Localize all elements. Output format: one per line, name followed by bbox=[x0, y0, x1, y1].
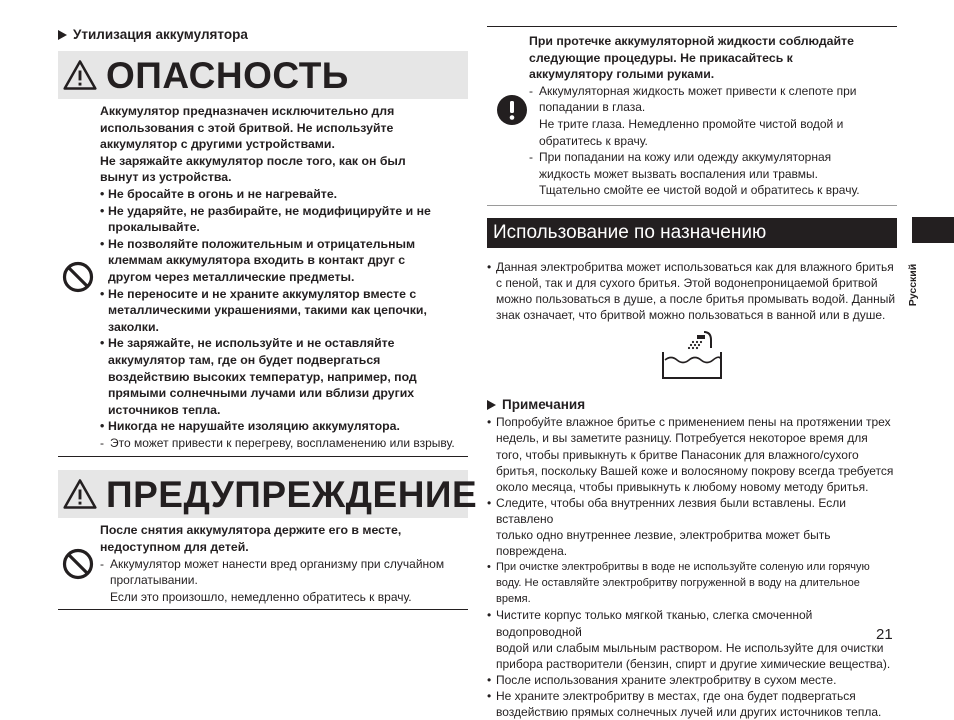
bullet-mark: • bbox=[100, 336, 105, 351]
section-title-bar: Использование по назначению bbox=[487, 218, 897, 248]
bullet-line: Не ударяйте, не разбирайте, не модифицируйте и не bbox=[108, 203, 431, 218]
note-line: воду. Не оставляйте электробритву погруженной в воду на длительное время. bbox=[496, 577, 860, 606]
leak-item-eyes: - Аккумуляторная жидкость может привести к слепоте при попадании в глаза. bbox=[529, 83, 857, 115]
warning-triangle-icon bbox=[62, 58, 98, 92]
shower-water-icon bbox=[661, 330, 723, 380]
bullet-line: заколки. bbox=[108, 319, 159, 334]
danger-title: ОПАСНОСТЬ bbox=[106, 54, 349, 96]
bullet-line: Не переносите и не храните аккумулятор вместе с bbox=[108, 286, 417, 301]
usage-paragraph: • Данная электробритва может использоваться как для влажного бритья с пеной, так и для сухого бритья. Этой водонепроницаемой бритвой можно пользоваться в душе, а после бритья промывать водой. Данный знак означает, что бритвой можно пользоваться в ванной или в душе. bbox=[487, 259, 896, 323]
warning-lead-line: После снятия аккумулятора держите его в месте, bbox=[100, 523, 402, 538]
note-item bbox=[487, 672, 897, 688]
warning-block bbox=[58, 522, 468, 605]
page-number: 21 bbox=[876, 626, 893, 643]
danger-lead-line: использования с этой бритвой. Не используйте bbox=[100, 120, 394, 135]
note-line: того, чтобы привыкнуть к бритве Панасоник для влажного/сухого bbox=[496, 447, 859, 462]
warning-triangle-icon bbox=[62, 477, 98, 511]
note-line: Попробуйте влажное бритье с применением пены на протяжении трех bbox=[496, 415, 891, 430]
leak-item-skin-cont: Тщательно смойте ее чистой водой и обратитесь к врачу. bbox=[539, 183, 860, 198]
note-line: Не храните электробритву в местах, где она будет подвергаться bbox=[496, 688, 856, 703]
danger-bullet-item bbox=[100, 186, 468, 203]
divider-line bbox=[58, 609, 468, 610]
leak-lead-line: При протечке аккумуляторной жидкости соблюдайте bbox=[529, 34, 854, 48]
disposal-heading: Утилизация аккумулятора bbox=[58, 26, 468, 44]
warning-lead-line: недоступном для детей. bbox=[100, 540, 249, 555]
bullet-mark: • bbox=[100, 419, 105, 434]
note-item bbox=[487, 559, 897, 607]
leak-lead-line: аккумулятору голыми руками. bbox=[529, 67, 715, 82]
warning-note: - Аккумулятор может нанести вред организму при случайном проглатывании. bbox=[100, 556, 445, 588]
divider-line bbox=[487, 26, 897, 27]
note-line: При очистке электробритвы в воде не используйте соленую или горячую bbox=[496, 561, 870, 574]
bullet-mark: • bbox=[487, 672, 492, 687]
note-line: Чистите корпус только мягкой тканью, слегка смоченной водопроводной bbox=[496, 608, 813, 639]
warning-banner bbox=[58, 470, 478, 518]
language-label: Русский bbox=[907, 263, 919, 307]
divider-line bbox=[58, 456, 468, 457]
danger-banner bbox=[58, 51, 468, 99]
danger-lead-line: Не заряжайте аккумулятор после того, как он был bbox=[100, 153, 406, 168]
warning-note-cont: Если это произошло, немедленно обратитесь к врачу. bbox=[110, 589, 412, 604]
bullet-mark: • bbox=[100, 186, 105, 201]
usage-line: можно пользоваться в душе, а после бритья промывать водой. Данный bbox=[496, 292, 896, 307]
bullet-line: другом через металлические предметы. bbox=[108, 269, 355, 284]
leak-item-line: попадании в глаза. bbox=[539, 100, 646, 115]
arrow-right-icon bbox=[487, 400, 496, 410]
danger-block bbox=[58, 103, 468, 451]
bullet-line: Не бросайте в огонь и не нагревайте. bbox=[108, 186, 338, 201]
warning-note-line: Аккумулятор может нанести вред организму при случайном bbox=[110, 556, 445, 571]
note-line: После использования храните электробритву в сухом месте. bbox=[496, 672, 837, 687]
note-line: бритья, поскольку Вашей коже и волосяному покрову всегда требуется bbox=[496, 463, 894, 478]
note-item bbox=[487, 607, 897, 671]
leak-item-line: жидкость может вызвать воспаления или травмы. bbox=[539, 166, 818, 181]
warning-title: ПРЕДУПРЕЖДЕНИЕ bbox=[106, 473, 478, 515]
danger-lead-line: Аккумулятор предназначен исключительно для bbox=[100, 104, 395, 118]
note-line: Следите, чтобы оба внутренних лезвия были вставлены. Если вставлено bbox=[496, 495, 846, 526]
note-line: воздействию прямых солнечных лучей или других источников тепла. bbox=[496, 705, 882, 719]
danger-lead bbox=[100, 103, 468, 186]
left-column bbox=[58, 26, 478, 610]
danger-bullet-item bbox=[100, 335, 468, 418]
bullet-line: Не заряжайте, не используйте и не оставляйте bbox=[108, 336, 395, 351]
bullet-mark: • bbox=[487, 688, 492, 703]
bullet-mark: • bbox=[100, 286, 105, 301]
language-tab bbox=[912, 217, 954, 243]
bullet-line: металлическими украшениями, такими как цепочки, bbox=[108, 303, 427, 318]
danger-bullet-item bbox=[100, 236, 468, 286]
divider-line bbox=[487, 205, 897, 206]
danger-bullet-item bbox=[100, 418, 468, 435]
right-column bbox=[487, 26, 897, 720]
bullet-line: Никогда не нарушайте изоляцию аккумулятора. bbox=[108, 419, 400, 434]
danger-note: - Это может привести к перегреву, воспламенению или взрыву. bbox=[100, 435, 455, 450]
note-item bbox=[487, 414, 897, 494]
arrow-right-icon bbox=[58, 30, 67, 40]
note-line: около месяца, чтобы привыкнуть к любому новому методу бритья. bbox=[496, 479, 869, 494]
leak-lead-line: следующие процедуры. Не прикасайтесь к bbox=[529, 50, 793, 65]
bullet-line: прокалывайте. bbox=[108, 220, 200, 235]
usage-line: с пеной, так и для сухого бритья. Этой водонепроницаемой бритвой bbox=[496, 276, 878, 291]
note-line: только одно внутреннее лезвие, электробритва может быть повреждена. bbox=[496, 527, 831, 559]
danger-lead-line: аккумулятор с другими устройствами. bbox=[100, 137, 335, 152]
leak-block bbox=[487, 33, 897, 199]
leak-item-eyes-cont bbox=[529, 116, 897, 149]
danger-bullet-item bbox=[100, 203, 468, 236]
prohibition-icon bbox=[62, 261, 94, 293]
danger-bullets bbox=[100, 186, 468, 435]
danger-lead-line: вынут из устройства. bbox=[100, 170, 232, 185]
notes-list bbox=[487, 414, 897, 720]
mandatory-action-icon bbox=[497, 95, 527, 125]
note-line: прибора растворители (бензин, спирт и другие химические вещества). bbox=[496, 656, 891, 671]
note-line: недель, и вы заметите разницу. Потребуется некоторое время для bbox=[496, 431, 868, 446]
leak-item-line: Аккумуляторная жидкость может привести к слепоте при bbox=[539, 83, 857, 98]
note-item bbox=[487, 495, 897, 559]
notes-heading: Примечания bbox=[487, 396, 897, 414]
leak-item-line: обратитесь к врачу. bbox=[539, 133, 648, 148]
bullet-line: клеммам аккумулятора входить в контакт друг с bbox=[108, 253, 406, 268]
bullet-mark: • bbox=[100, 203, 105, 218]
bullet-line: прямыми солнечными лучами или вблизи других bbox=[108, 386, 415, 401]
bullet-line: Не позволяйте положительным и отрицательным bbox=[108, 236, 416, 251]
bullet-mark: • bbox=[100, 236, 105, 251]
usage-line: Данная электробритва может использоваться как для влажного бритья bbox=[496, 259, 894, 274]
leak-lead bbox=[529, 33, 897, 83]
leak-item-line: При попадании на кожу или одежду аккумуляторная bbox=[539, 150, 832, 165]
leak-item-skin: - При попадании на кожу или одежду аккумуляторная жидкость может вызвать воспаления или травмы. bbox=[529, 150, 832, 181]
leak-item-line: Не трите глаза. Немедленно промойте чистой водой и bbox=[539, 116, 844, 131]
warning-note-line: проглатывании. bbox=[110, 573, 198, 588]
warning-lead bbox=[100, 522, 468, 555]
danger-bullet-item bbox=[100, 286, 468, 336]
note-item bbox=[487, 688, 897, 720]
note-line: водой или слабым мыльным раствором. Не используйте для очистки bbox=[496, 640, 884, 655]
bullet-line: источников тепла. bbox=[108, 402, 221, 417]
bullet-mark: • bbox=[487, 561, 491, 574]
bullet-mark: • bbox=[487, 495, 492, 510]
bullet-line: аккумулятор там, где он будет подвергаться bbox=[108, 352, 381, 367]
bullet-mark: • bbox=[487, 415, 492, 430]
prohibition-icon bbox=[62, 548, 94, 580]
bullet-line: воздействию высоких температур, например, под bbox=[108, 369, 417, 384]
bullet-mark: • bbox=[487, 608, 492, 623]
usage-line: знак означает, что бритвой можно пользоваться в ванной или в душе. bbox=[496, 308, 886, 323]
